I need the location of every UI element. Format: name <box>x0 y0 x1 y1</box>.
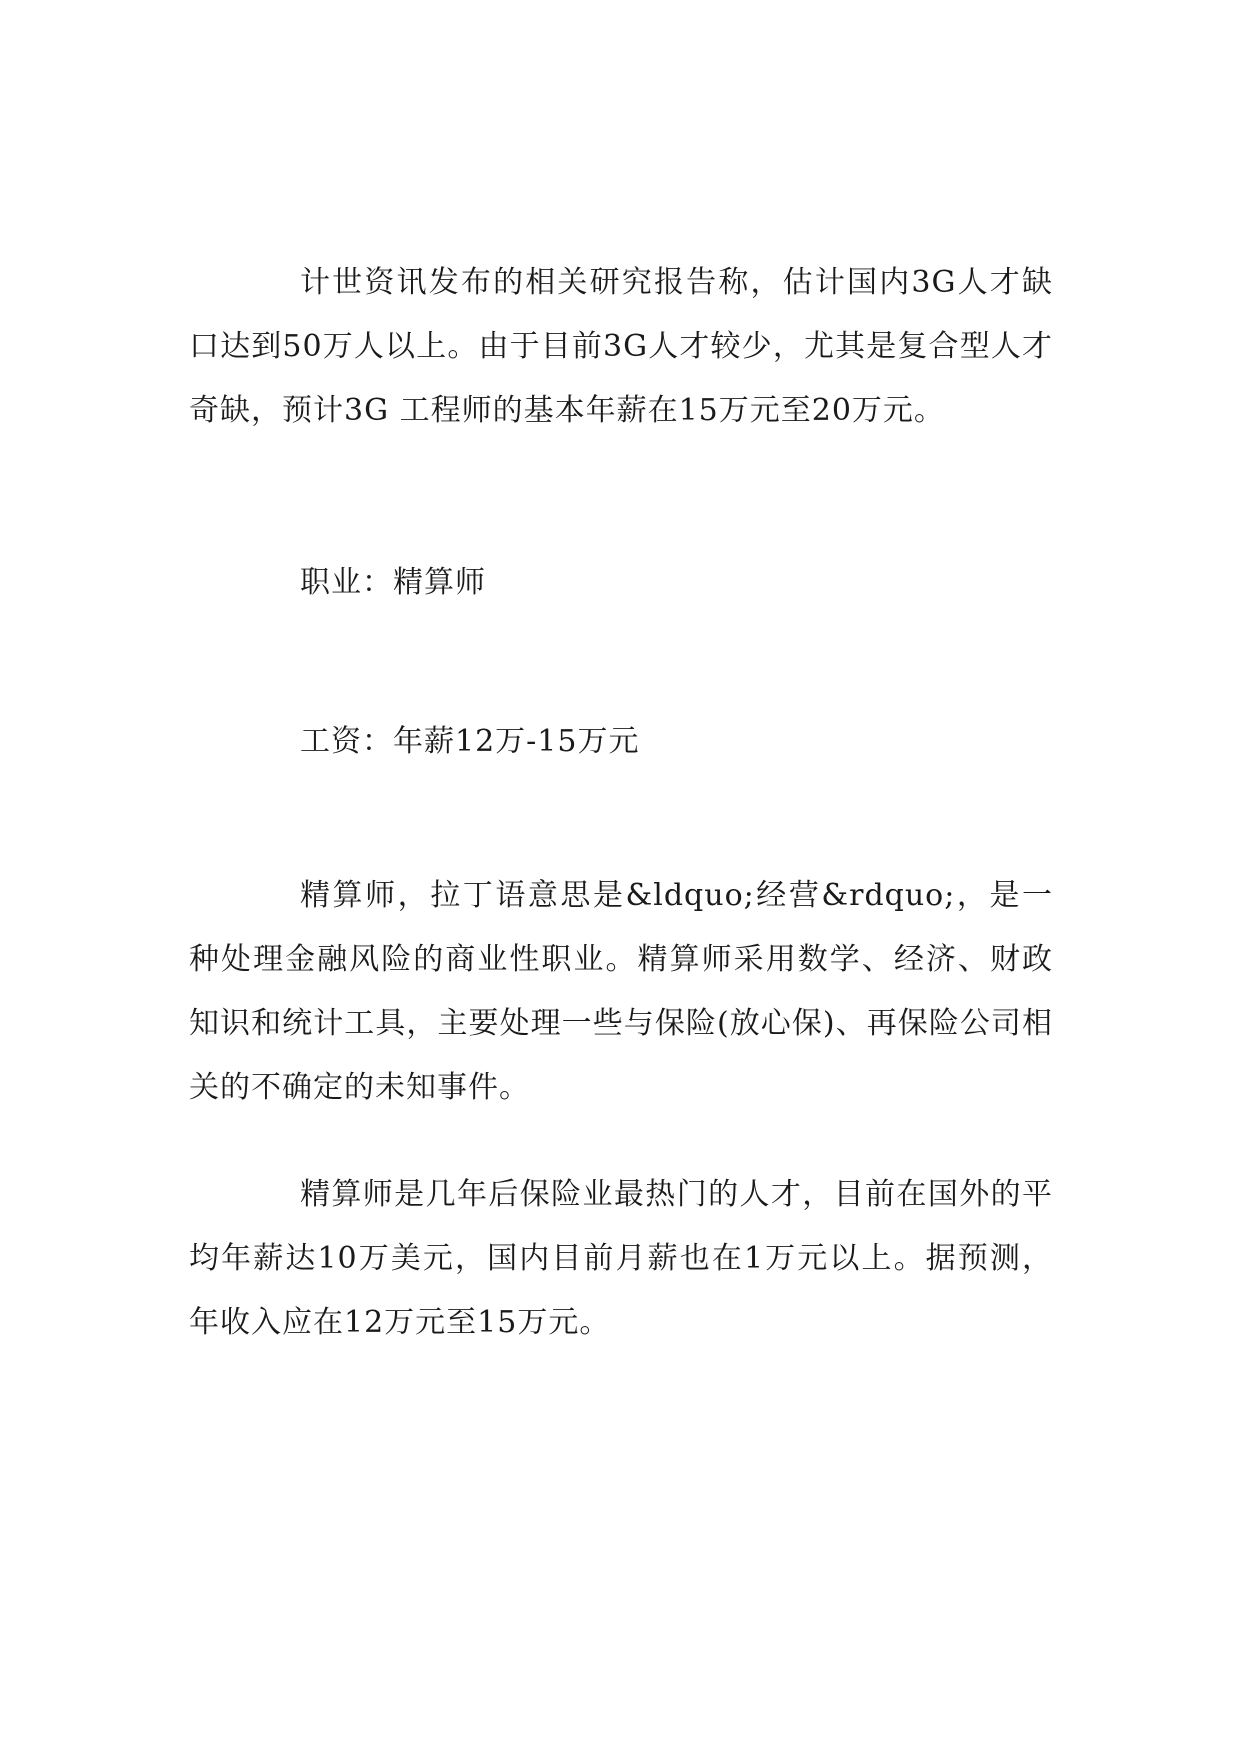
paragraph-salary: 工资：年薪12万-15万元 <box>300 724 640 759</box>
paragraph-3g-talent-gap: 计世资讯发布的相关研究报告称，估计国内3G人才缺口达到50万人以上。由于目前3G人才较少，尤其是复合型人才奇缺，预计3G 工程师的基本年薪在15万元至20万元。 <box>189 265 1053 428</box>
paragraph-actuary-outlook: 精算师是几年后保险业最热门的人才，目前在国外的平均年薪达10万美元，国内目前月薪也在1万元以上。据预测，年收入应在12万元至15万元。 <box>189 1177 1053 1340</box>
paragraph-actuary-definition: 精算师，拉丁语意思是&ldquo;经营&rdquo;，是一种处理金融风险的商业性职业。精算师采用数学、经济、财政知识和统计工具，主要处理一些与保险(放心保)、再保险公司相关的不确定的未知事件。 <box>189 878 1053 1105</box>
paragraph-occupation-actuary: 职业：精算师 <box>300 565 486 600</box>
